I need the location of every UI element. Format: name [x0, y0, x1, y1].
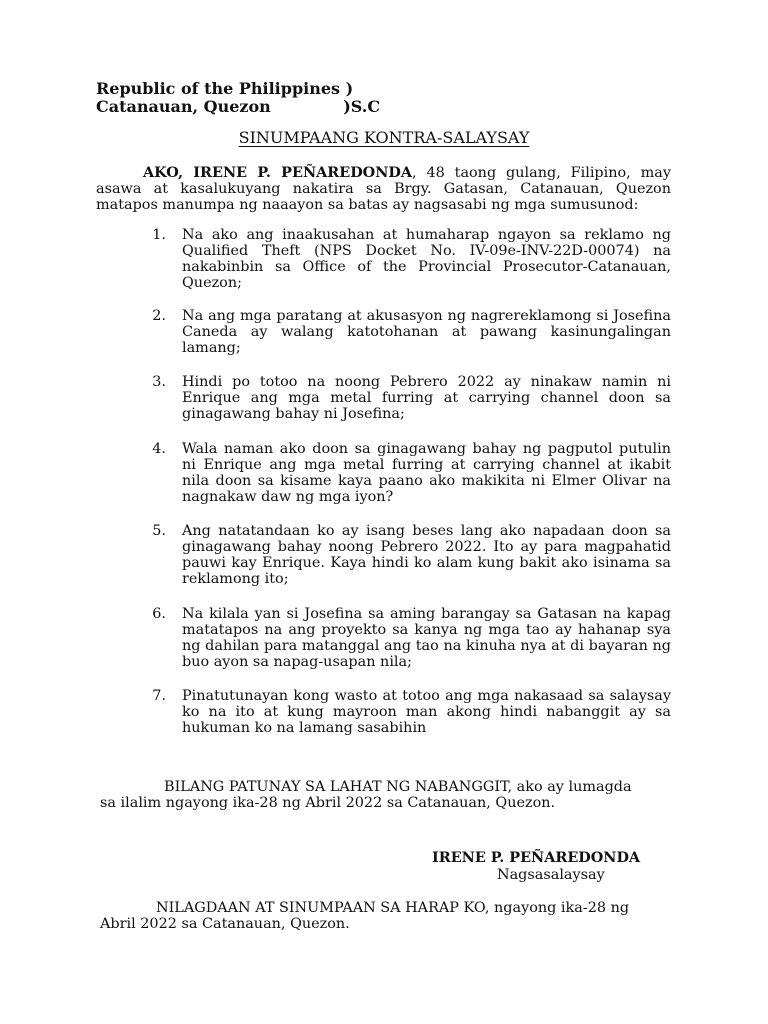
document-title	[0, 128, 768, 148]
affiant-name: AKO, IRENE P. PEÑAREDONDA	[143, 164, 413, 181]
item-text: Ang natatandaan ko ay isang beses lang ako napadaan doon sa ginagawang bahay noong Pebrero 2022. Ito ay para magpahatid pauwi kay Enrique. Kaya hindi ko alam kung bakit ako isinama sa reklamong ito;	[182, 523, 671, 587]
item-text: Na ang mga paratang at akusasyon ng nagrereklamong si Josefina Caneda ay walang katotohanan at pawang kasinungalingan lamang;	[182, 308, 671, 356]
item-number: 4.	[152, 441, 166, 457]
item-text: Pinatutunayan kong wasto at totoo ang mga nakasaad sa salaysay ko na ito at kung mayroon man akong hindi nabanggit ay sa hukuman ko na lamang sasabihin	[182, 688, 671, 736]
intro-text: , 48 taong gulang, Filipino, may asawa at kasalukuyang nakatira sa Brgy. Gatasan, Catanauan, Quezon matapos manumpa ng naaayon sa batas ay nagsasabi ng mga sumusunod:	[96, 165, 671, 213]
closing-line-2: sa ilalim ngayong ika-28 ng Abril 2022 sa Catanauan, Quezon.	[100, 795, 556, 811]
signature-name: IRENE P. PEÑAREDONDA	[432, 849, 641, 866]
closing-paragraph	[100, 779, 675, 811]
notary-paragraph	[100, 900, 675, 932]
header-line-1: Republic of the Philippines )	[96, 79, 354, 98]
item-text: Wala naman ako doon sa ginagawang bahay ng pagputol putulin ni Enrique ang mga metal furring at carrying channel at ikabit nila doon sa kisame kaya paano ako makikita ni Elmer Olivar na nagnakaw daw ng mga iyon?	[182, 441, 671, 505]
notary-line-1: NILAGDAAN AT SINUMPAAN SA HARAP KO, ngayong ika-28 ng	[156, 900, 630, 916]
signature-role: Nagsasalaysay	[497, 867, 605, 883]
item-number: 2.	[152, 308, 166, 324]
document-title-text: SINUMPAANG KONTRA-SALAYSAY	[238, 128, 530, 147]
item-number: 3.	[152, 374, 166, 390]
item-number: 5.	[152, 523, 166, 539]
intro-body	[96, 165, 671, 213]
item-text: Na ako ang inaakusahan at humaharap ngayon sa reklamo ng Qualified Theft (NPS Docket No. IV-09e-INV-22D-00074) na nakabinbin sa Office of the Provincial Prosecutor-Catanauan, Quezon;	[182, 227, 671, 291]
closing-line-1: BILANG PATUNAY SA LAHAT NG NABANGGIT, ako ay lumagda	[164, 779, 632, 795]
item-text: Hindi po totoo na noong Pebrero 2022 ay ninakaw namin ni Enrique ang mga metal furring at carrying channel doon sa ginagawang bahay ni Josefina;	[182, 374, 671, 422]
notary-line-2: Abril 2022 sa Catanauan, Quezon.	[100, 916, 350, 932]
item-number: 1.	[152, 227, 166, 243]
item-text: Na kilala yan si Josefina sa aming barangay sa Gatasan na kapag matatapos na ang proyekto sa kanya ng mga tao ay hahanap sya ng dahilan para matanggal ang tao na kinuha nya at di bayaran ng buo ayon sa napag-usapan nila;	[182, 606, 671, 670]
intro-paragraph	[96, 165, 671, 213]
item-number: 6.	[152, 606, 166, 622]
item-number: 7.	[152, 688, 166, 704]
header-line-2: Catanauan, Quezon )S.C	[96, 97, 381, 116]
